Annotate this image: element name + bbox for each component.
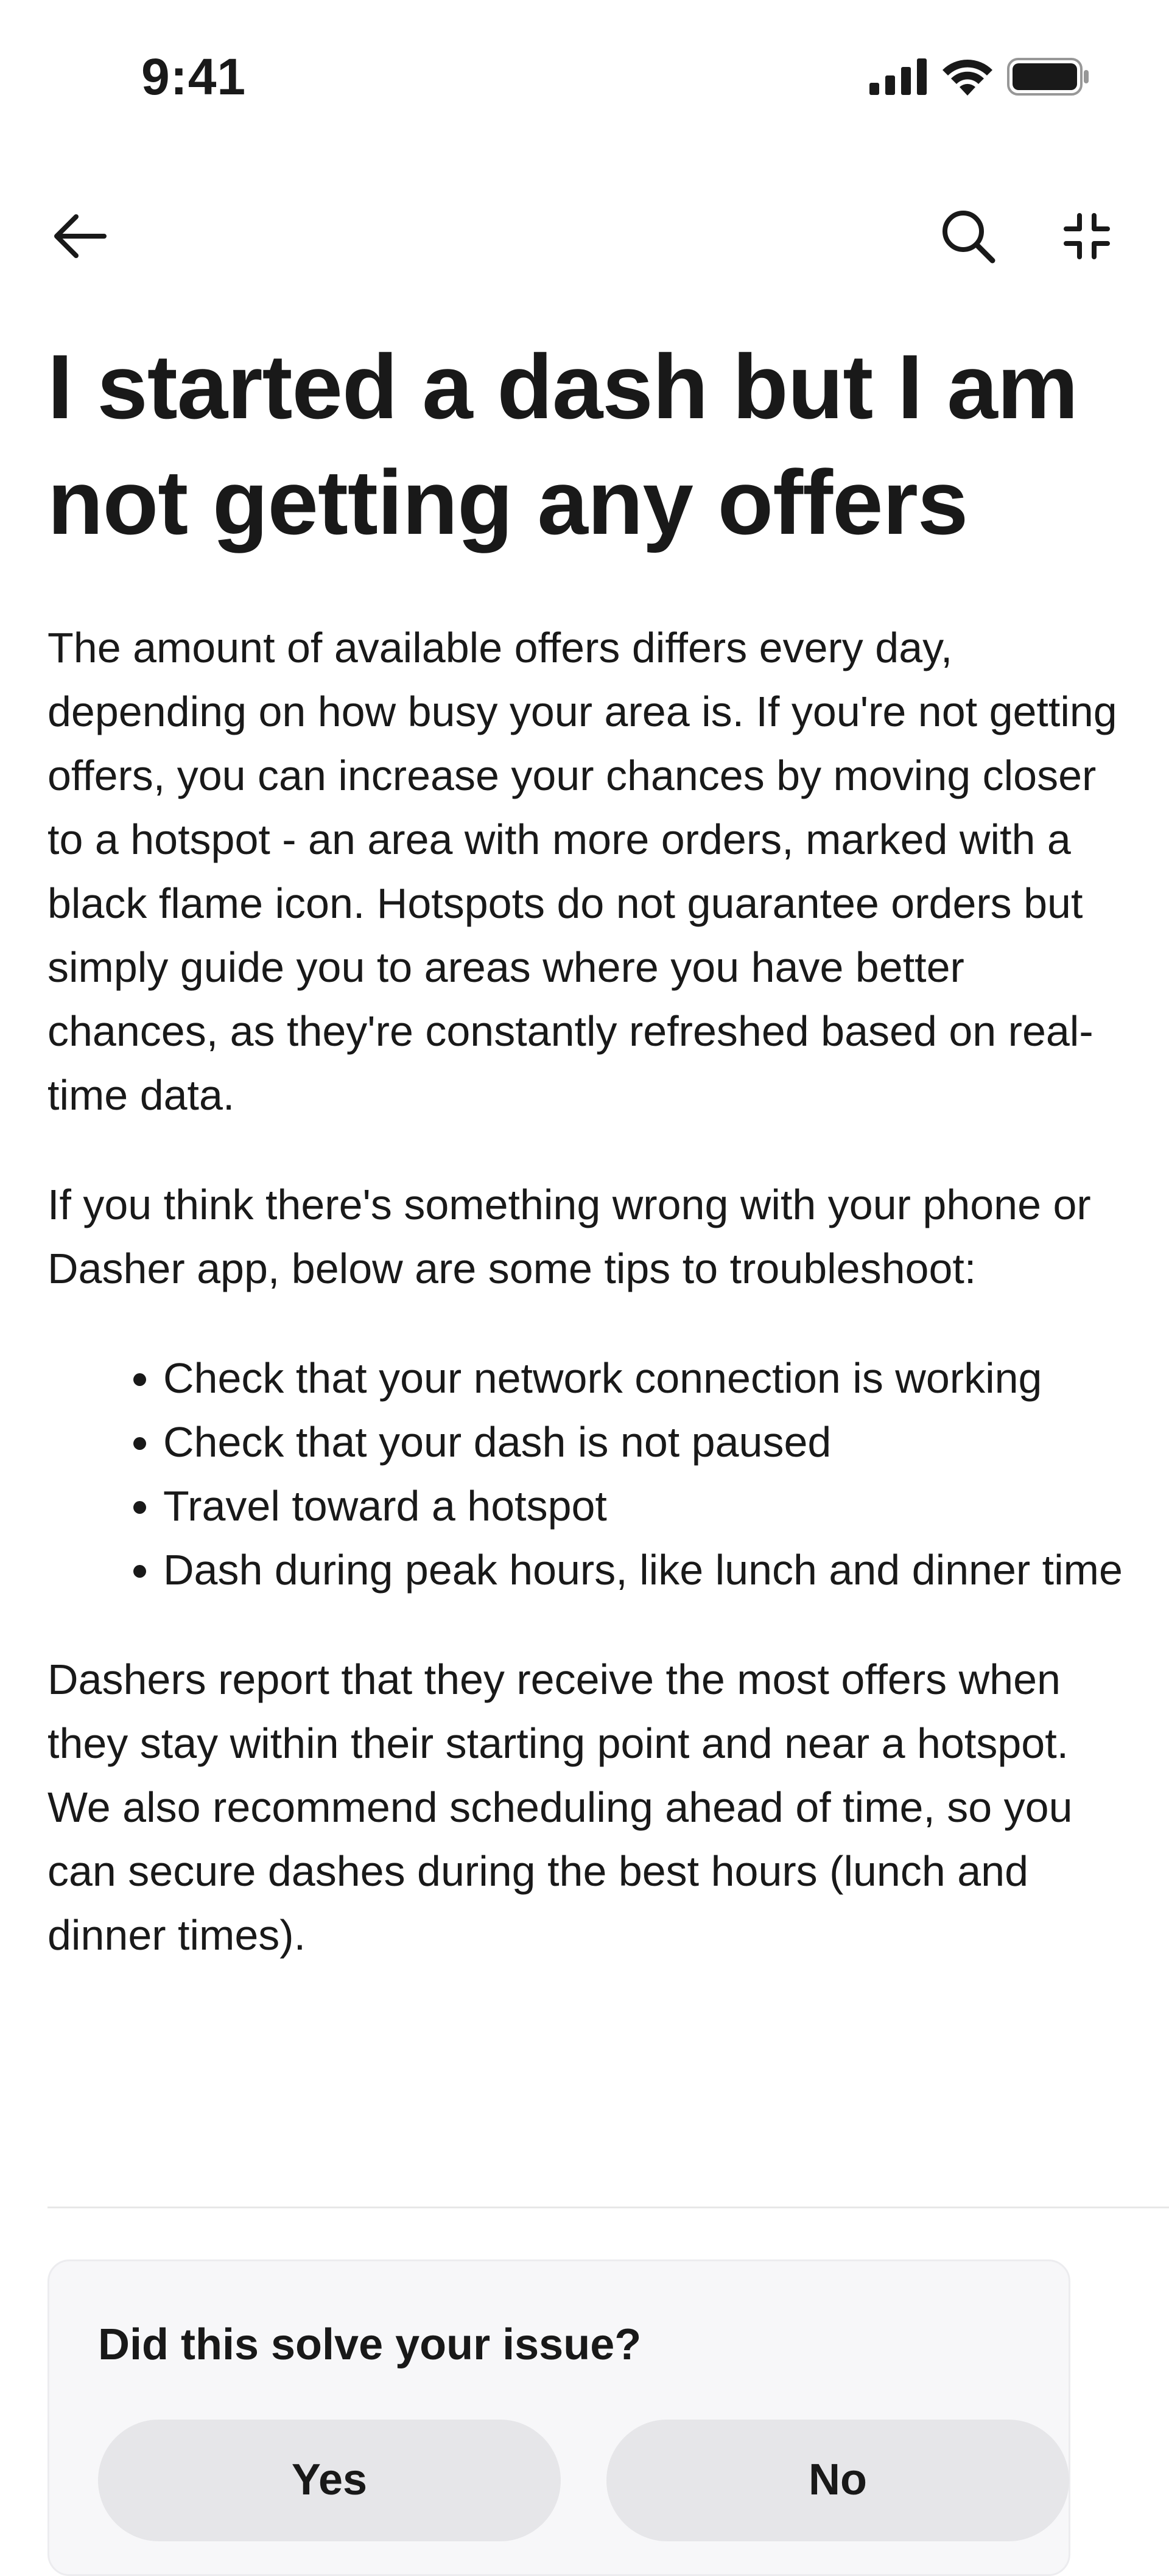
article-content: [47, 329, 1131, 1967]
list-item: • Travel toward a hotspot: [163, 1474, 1131, 1538]
article-paragraph-3: Dashers report that they receive the most offers when they stay within their starting point and near a hotspot. We also recommend scheduling ahead of time, so you can secure dashes during the best hours (lunch and dinner times).: [47, 1656, 1073, 1959]
article-paragraph-2: If you think there's something wrong with your phone or Dasher app, below are some tips to troubleshoot:: [47, 1181, 1091, 1292]
collapse-button[interactable]: [1050, 201, 1123, 274]
yes-button[interactable]: Yes: [98, 2420, 561, 2541]
battery-icon: [1007, 58, 1090, 99]
feedback-question: Did this solve your issue?: [98, 2320, 642, 2369]
signal-icon: [869, 58, 928, 98]
nav-bar: [0, 201, 1169, 274]
arrow-left-icon: [53, 213, 108, 262]
search-button[interactable]: [932, 201, 1005, 274]
divider: [47, 2207, 1169, 2208]
tips-list: [47, 1346, 1131, 1602]
list-item: • Check that your dash is not paused: [163, 1410, 1131, 1474]
page-title: I started a dash but I am not getting any offers: [47, 335, 1078, 553]
back-button[interactable]: [44, 201, 117, 274]
no-button[interactable]: No: [606, 2420, 1069, 2541]
feedback-card: [47, 2259, 1070, 2576]
collapse-icon: [1064, 213, 1110, 262]
status-bar: [0, 0, 1169, 152]
list-item: • Check that your network connection is working: [163, 1346, 1131, 1410]
status-time: 9:41: [141, 48, 247, 105]
search-icon: [940, 208, 996, 267]
article-paragraph-1: The amount of available offers differs every day, depending on how busy your area is. If you're not getting offers, you can increase your chances by moving closer to a hotspot - an area with more orders, marked with a black flame icon. Hotspots do not guarantee orders but simply guide you to areas where you have better chances, as they're constantly refreshed based on real-time data.: [47, 624, 1117, 1119]
status-icons: [869, 58, 1090, 99]
list-item: • Dash during peak hours, like lunch and dinner time: [163, 1538, 1131, 1602]
wifi-icon: [941, 58, 994, 99]
